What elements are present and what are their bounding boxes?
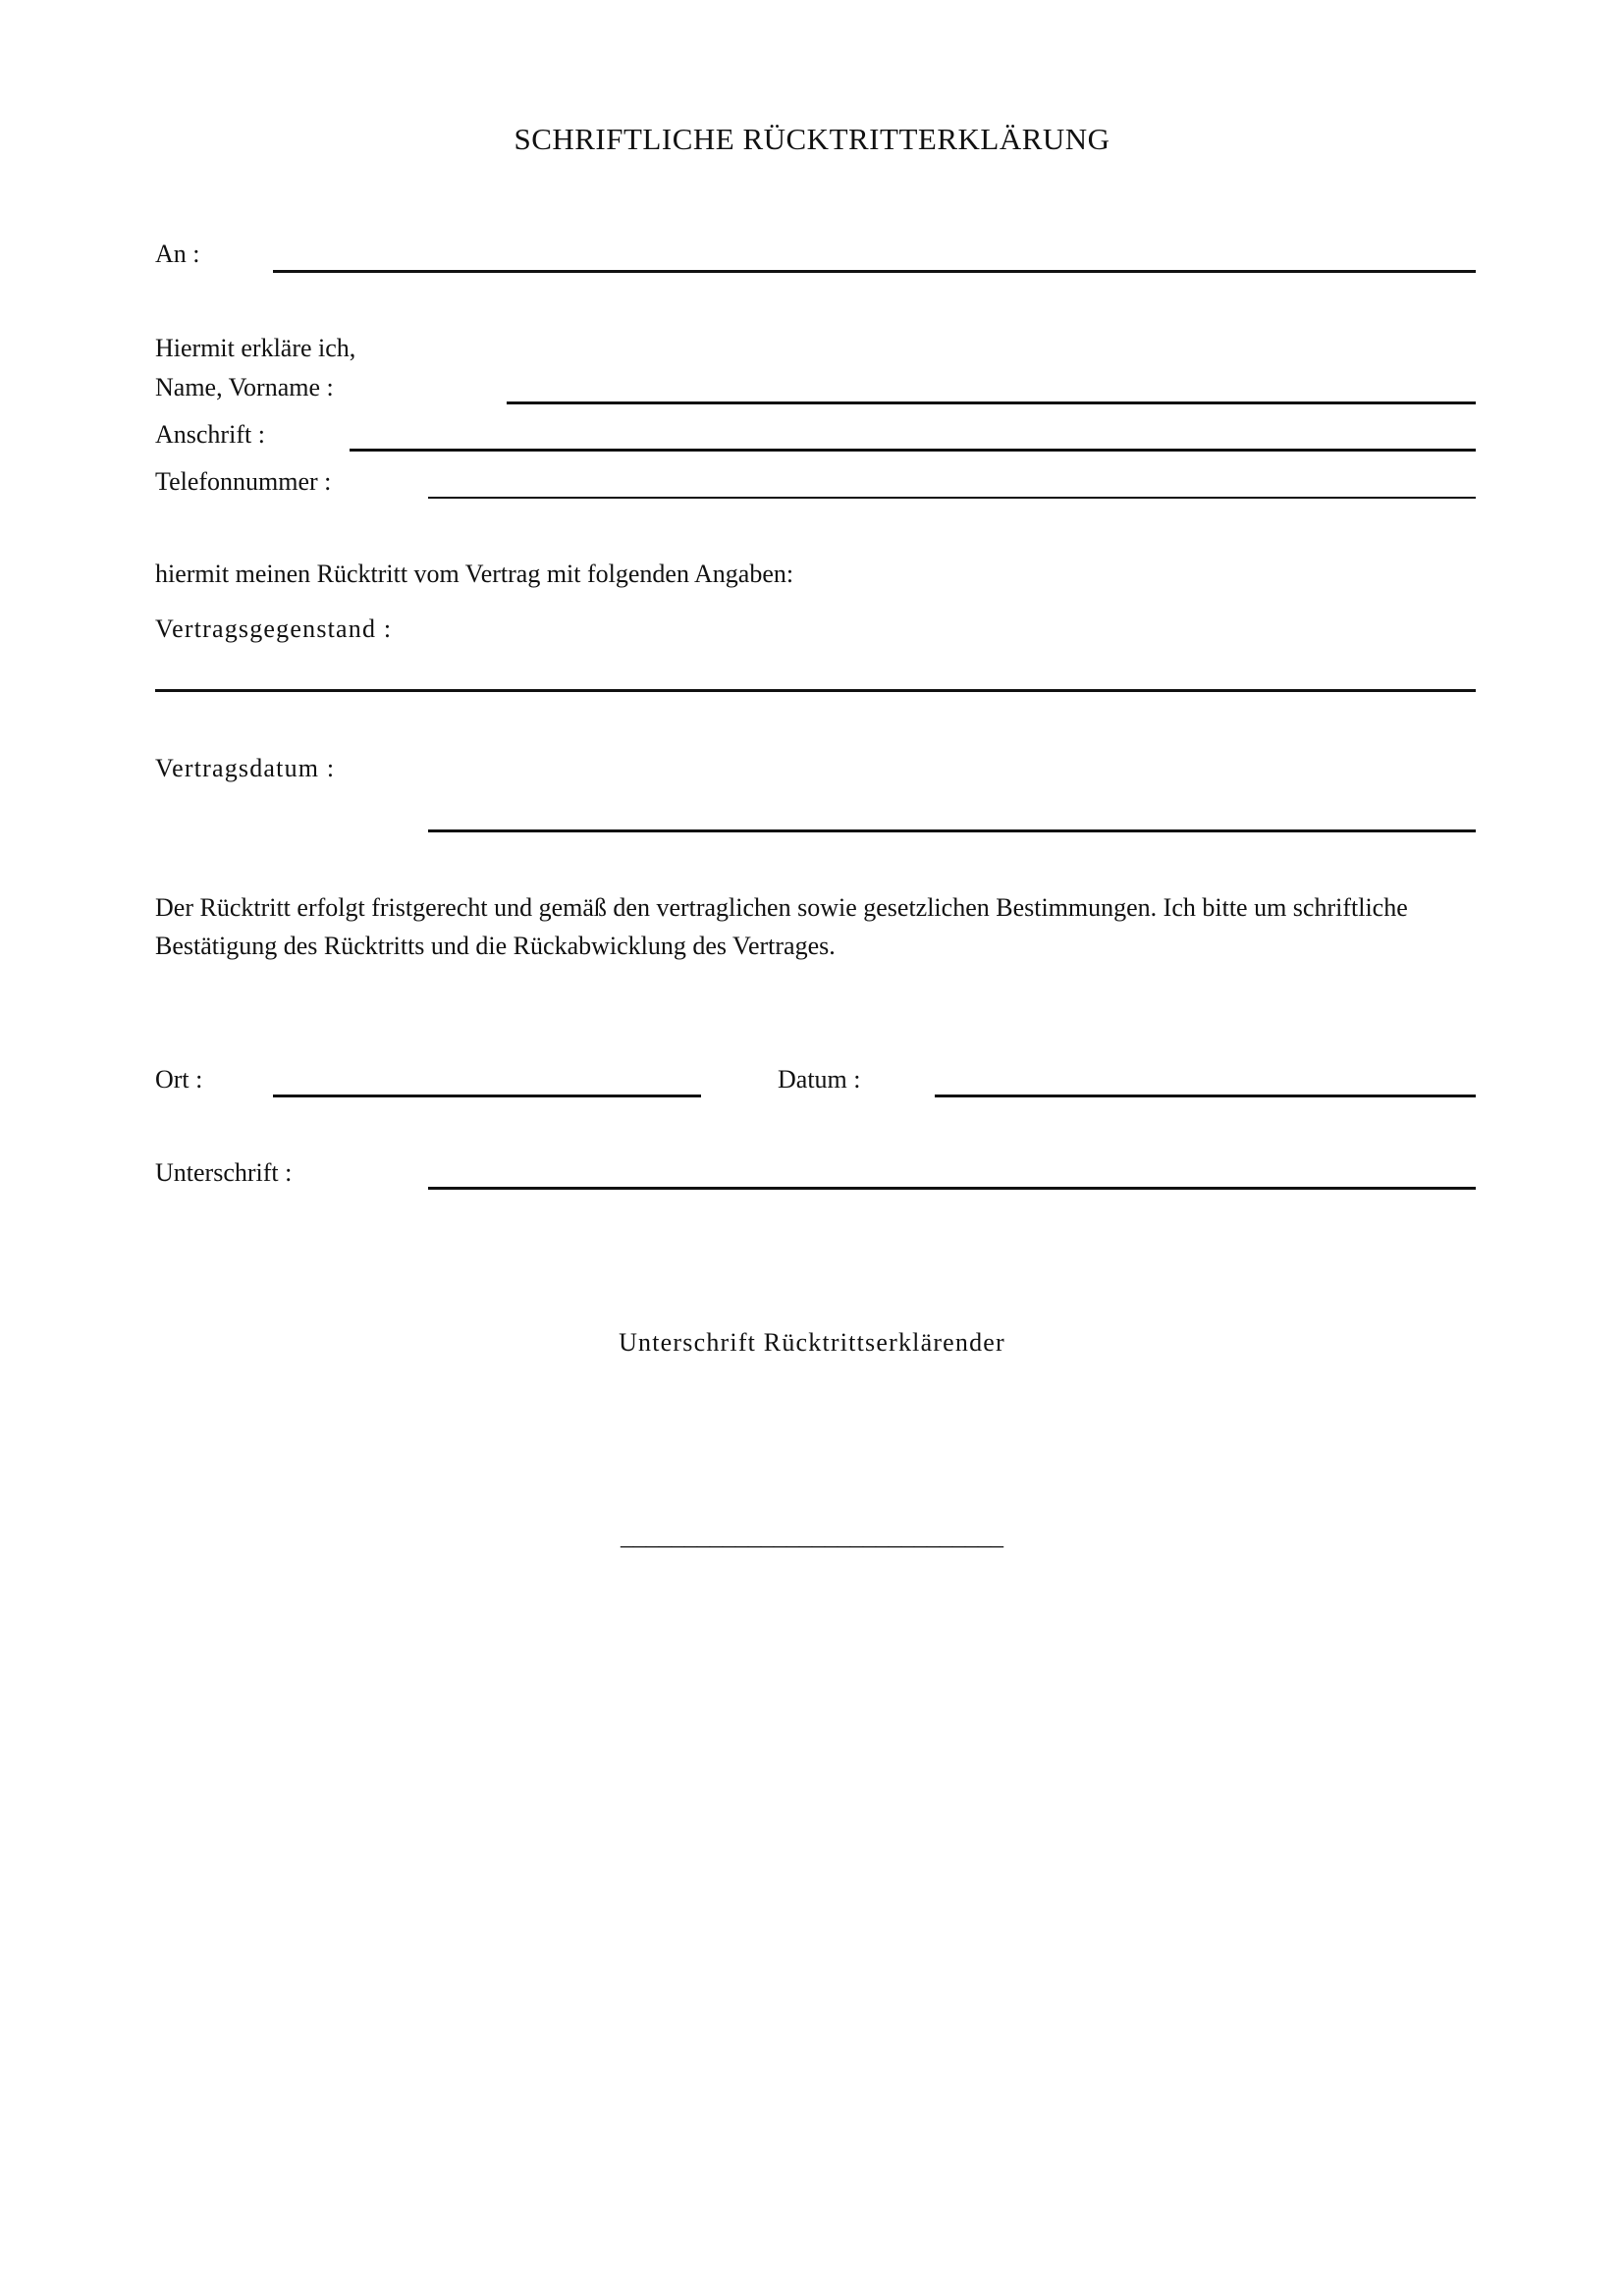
- name-field[interactable]: [507, 369, 1476, 400]
- unterschrift-label: Unterschrift :: [155, 1158, 293, 1187]
- ort-underline: [273, 1095, 701, 1097]
- telefon-label: Telefonnummer :: [155, 467, 332, 496]
- anschrift-label: Anschrift :: [155, 420, 265, 449]
- unterschrift-field[interactable]: [428, 1154, 1476, 1186]
- document-title: SCHRIFTLICHE RÜCKTRITTERKLÄRUNG: [514, 122, 1110, 156]
- declaration-paragraph: Der Rücktritt erfolgt fristgerecht und gemäß den vertraglichen sowie gesetzlichen Bestimmungen. Ich bitte um schriftliche Bestätigung des Rücktritts und die Rückabwicklung des Vertrages.: [155, 893, 1408, 960]
- vertragsdatum-underline: [428, 829, 1476, 832]
- datum-underline: [935, 1095, 1476, 1097]
- vertragsgegenstand-underline: [155, 689, 1476, 692]
- ort-label: Ort :: [155, 1065, 203, 1094]
- an-underline: [273, 270, 1476, 273]
- ort-field[interactable]: [273, 1061, 701, 1093]
- statement-text: hiermit meinen Rücktritt vom Vertrag mit folgenden Angaben:: [155, 560, 794, 588]
- an-field[interactable]: [273, 238, 1476, 269]
- an-label: An :: [155, 240, 200, 268]
- name-label: Name, Vorname :: [155, 373, 334, 401]
- anschrift-field[interactable]: [350, 416, 1476, 448]
- vertragsdatum-label: Vertragsdatum :: [155, 754, 336, 782]
- name-underline: [507, 401, 1476, 404]
- unterschrift-underline: [428, 1187, 1476, 1190]
- datum-label: Datum :: [778, 1065, 861, 1094]
- signature-caption: Unterschrift Rücktrittserklärender: [619, 1328, 1005, 1357]
- anschrift-underline: [350, 449, 1476, 452]
- intro-text: Hiermit erkläre ich,: [155, 334, 356, 362]
- signature-line: ______________________________: [621, 1522, 1003, 1550]
- telefon-underline: [428, 497, 1476, 499]
- datum-field[interactable]: [935, 1061, 1476, 1093]
- vertragsgegenstand-field[interactable]: [155, 656, 1476, 687]
- vertragsdatum-field[interactable]: [428, 797, 1476, 828]
- vertragsgegenstand-label: Vertragsgegenstand :: [155, 614, 393, 643]
- telefon-field[interactable]: [428, 463, 1476, 495]
